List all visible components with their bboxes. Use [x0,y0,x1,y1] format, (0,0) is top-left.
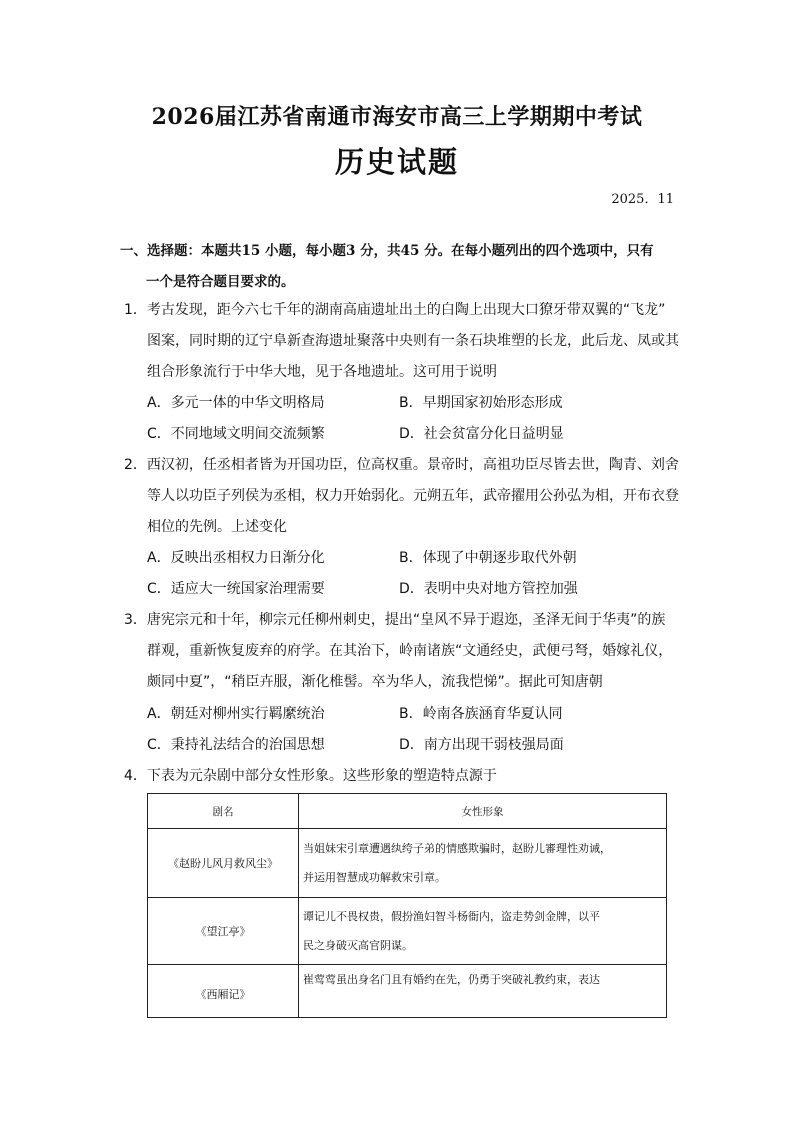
female-image-table [147,793,667,1018]
table-row [148,965,667,1018]
subject-title: 历史试题 [334,145,459,179]
table-header-cell: 剧名 [148,794,299,829]
cell-line: 谭记儿不畏权贵，假扮渔妇智斗杨衙内，盗走势剑金牌，以平 [303,910,600,923]
table-row [148,898,667,965]
play-name-cell: 《望江亭》 [148,898,299,965]
section-heading-line: 一个是符合题目要求的。 [146,274,295,290]
play-name-cell: 《赵盼儿风月救风尘》 [148,829,299,898]
female-image-cell [299,898,667,965]
question-stem-line: 相位的先例。上述变化 [147,519,287,535]
question-stem-line: 组合形象流行于中华大地，见于各地遗址。这可用于说明 [147,364,497,380]
cell-line: 并运用智慧成功解救宋引章。 [303,871,446,884]
option-d: D．社会贫富分化日益明显 [399,426,564,442]
question-2 [124,450,680,543]
option-b: B．岭南各族涵育华夏认同 [399,706,563,722]
option-c: C．秉持礼法结合的治国思想 [147,737,325,753]
option-c: C．不同地域文明间交流频繁 [147,426,325,442]
question-stem-line: 3．唐宪宗元和十年，柳宗元任柳州刺史，提出“皇风不异于遐迩，圣泽无间于华夷”的族 [124,612,666,628]
question-stem-line: 群观，重新恢复废弃的府学。在其治下，岭南诸族“文通经史，武便弓弩，婚嫁礼仪， [147,643,673,659]
option-d: D．表明中央对地方管控加强 [399,581,578,597]
question-stem-line: 图案，同时期的辽宁阜新查海遗址聚落中央则有一条石块堆塑的长龙，此后龙、凤或其 [147,333,679,349]
play-name-cell: 《西厢记》 [148,965,299,1018]
question-1 [124,295,680,388]
question-stem-line: 1．考古发现，距今六七千年的湖南高庙遗址出土的白陶上出现大口獠牙带双翼的“飞龙” [124,302,666,318]
table-row [148,829,667,898]
question-stem-line: 2．西汉初，任丞相者皆为开国功臣，位高权重。景帝时，高祖功臣尽皆去世，陶青、刘舍 [124,457,679,473]
cell-line: 崔莺莺虽出身名门且有婚约在先，仍勇于突破礼教约束，表达 [303,973,600,986]
question-stem-line: 颇同中夏”，“稍臣卉服，渐化椎髻。卒为华人，流我恺悌”。据此可知唐朝 [147,674,603,690]
option-d: D．南方出现干弱枝强局面 [399,737,564,753]
question-3 [124,605,680,698]
exam-title: 2026届江苏省南通市海安市高三上学期期中考试 [151,104,643,130]
option-a: A．朝廷对柳州实行羁縻统治 [147,706,325,722]
option-b: B．早期国家初始形态形成 [399,395,563,411]
question-2-options [147,543,687,605]
question-stem-line: 4．下表为元杂剧中部分女性形象。这些形象的塑造特点源于 [124,768,497,784]
option-a: A．多元一体的中华文明格局 [147,395,325,411]
option-a: A．反映出丞相权力日渐分化 [147,550,325,566]
section-heading-line: 一、选择题：本题共15 小题，每小题3 分，共45 分。在每小题列出的四个选项中，只有 [120,243,654,259]
option-c: C．适应大一统国家治理需要 [147,581,325,597]
question-3-options [147,699,687,761]
table-header-row [148,794,667,829]
question-1-options [147,388,687,450]
option-b: B．体现了中朝逐步取代外朝 [399,550,577,566]
female-image-cell [299,965,667,1018]
cell-line: 当姐妹宋引章遭遇纨绔子弟的情感欺骗时，赵盼儿審理性劝诫， [303,842,611,855]
female-image-cell [299,829,667,898]
exam-date: 2025．11 [611,192,674,207]
table-header-cell: 女性形象 [299,794,667,829]
cell-line: 民之身破灭高官阴谋。 [303,939,413,952]
question-stem-line: 等人以功臣子列侯为丞相，权力开始弱化。元朔五年，武帝擢用公孙弘为相，开布衣登 [147,488,679,504]
section-heading [120,236,680,298]
question-4 [124,761,680,792]
